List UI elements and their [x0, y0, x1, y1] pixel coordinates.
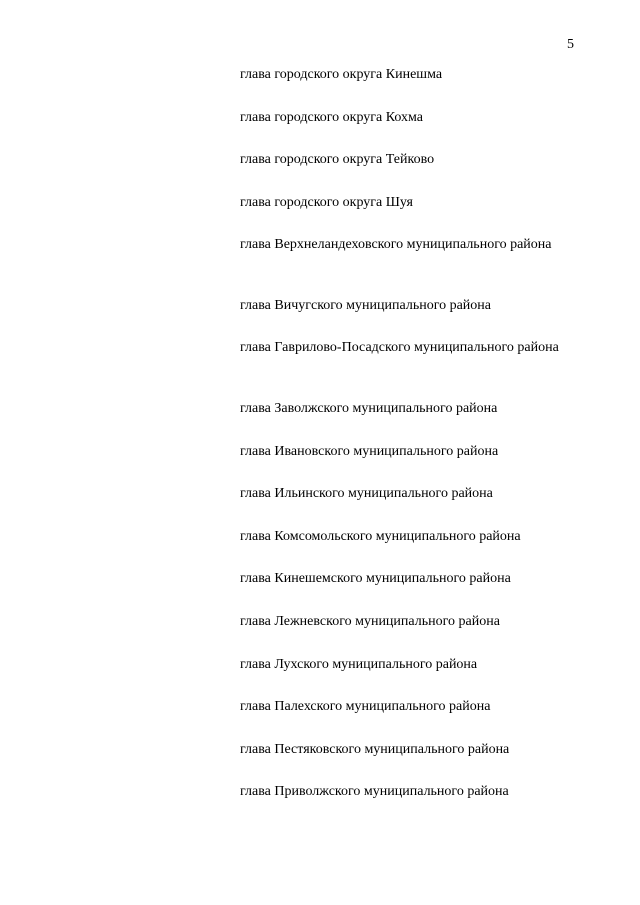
recipient-entry: глава Пестяковского муниципального района: [240, 742, 510, 757]
recipient-entry: глава Комсомольского муниципального района: [240, 529, 521, 544]
recipient-entry: глава Ильинского муниципального района: [240, 486, 493, 501]
recipient-entry: глава Приволжского муниципального района: [240, 784, 509, 799]
recipient-entry: глава Лухского муниципального района: [240, 657, 478, 672]
recipient-entry: глава Верхнеландеховского муниципального района: [240, 237, 552, 252]
page-number: 5: [567, 37, 574, 52]
recipient-entry: глава Кинешемского муниципального района: [240, 571, 511, 586]
recipient-entry: глава Гаврилово-Посадского муниципального района: [240, 340, 559, 355]
recipient-entry: глава городского округа Кохма: [240, 110, 424, 125]
recipient-entry: глава Ивановского муниципального района: [240, 444, 499, 459]
recipient-entry: глава Лежневского муниципального района: [240, 614, 500, 629]
recipient-entry: глава городского округа Шуя: [240, 195, 413, 210]
recipient-entry: глава городского округа Кинешма: [240, 67, 443, 82]
recipient-entry: глава Заволжского муниципального района: [240, 401, 498, 416]
recipient-entry: глава Палехского муниципального района: [240, 699, 491, 714]
recipient-entry: глава Вичугского муниципального района: [240, 298, 492, 313]
recipient-entry: глава городского округа Тейково: [240, 152, 435, 167]
